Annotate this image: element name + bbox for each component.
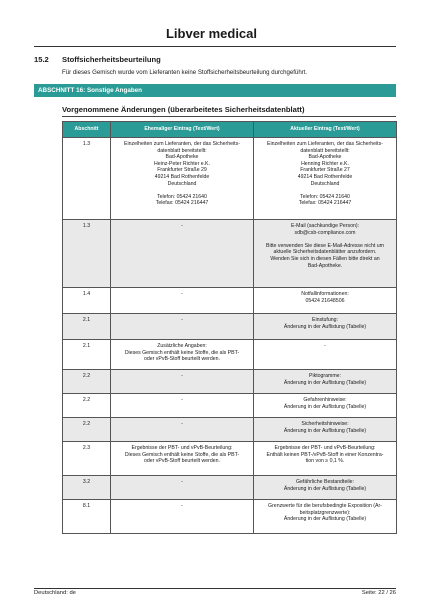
table-row [63,500,397,534]
section-number: 15.2 [34,55,49,64]
cell-line: Wenden Sie sich in diesen Fällen bitte direkt an [270,255,380,262]
cell-line: 05424 21648506 [305,297,345,304]
table-row [63,370,397,394]
cell-new-entry [254,340,397,370]
cell-line: Piktogramme: [309,373,341,379]
cell-line: tion von ≥ 0,1 %. [305,458,345,465]
table-row [63,418,397,442]
cell-line: Bad-Apotheke [308,154,342,161]
cell-line: beitsplatzgrenzwerte): [299,509,351,516]
cell-line: datenblatt bereitstellt: [157,147,207,154]
cell-line: Enthält keinen PBT-/vPvB-Stoff in einer Konzentra- [266,451,384,458]
cell-new-entry [254,220,397,288]
cell-old-entry [111,340,254,370]
table-row [63,476,397,500]
line-spacer [257,236,393,243]
section-title: Stoffsicherheitsbeurteilung [62,55,161,64]
changes-heading-divider [62,116,396,117]
line-spacer [257,187,393,194]
cell-line: - [181,373,183,379]
cell-line: - [181,421,183,427]
table-row [63,138,397,220]
cell-line: Telefon: 05424 21640 [157,193,207,200]
cell-line: - [181,317,183,323]
cell-new-entry [254,418,397,442]
cell-old-entry [111,220,254,288]
cell-line: Änderung in der Auflistung (Tabelle) [283,516,367,523]
cell-line: Gefährliche Bestandteile: [296,479,354,485]
cell-line: Grenzwerte für die berufsbedingte Exposition (Ar- [268,503,382,509]
cell-new-entry [254,394,397,418]
table-row [63,288,397,314]
changes-table-body [63,138,397,534]
cell-new-entry [254,370,397,394]
cell-line: - [181,397,183,403]
table-row [63,442,397,476]
cell-line: Deutschland [310,180,340,187]
document-title: Libver medical [165,26,258,41]
title-divider [34,46,396,47]
cell-line: Deutschland [167,180,197,187]
cell-line: Einstufung: [312,317,338,323]
cell-line: oder vPvB-Stoff beurteilt werden. [143,356,221,363]
cell-old-entry [111,418,254,442]
cell-line: E-Mail (sachkundige Person): [290,223,360,229]
cell-old-entry [111,288,254,314]
cell-line: Änderung in der Auflistung (Tabelle) [283,427,367,434]
cell-line: Änderung in der Auflistung (Tabelle) [283,379,367,386]
table-row [63,314,397,340]
cell-line: Einzelheiten zum Lieferanten, der das Sicherheits- [124,141,240,147]
changes-table [62,121,397,534]
cell-line: Bad-Apotheke [165,154,199,161]
cell-line: Sicherheitshinweise: [301,421,349,427]
cell-line: - [181,291,183,297]
cell-old-entry [111,314,254,340]
cell-line: - [324,343,326,349]
section-banner: ABSCHNITT 16: Sonstige Angaben [34,84,396,97]
table-row [63,340,397,370]
cell-old-entry [111,394,254,418]
cell-new-entry [254,138,397,220]
cell-old-entry [111,476,254,500]
cell-line: Einzelheiten zum Lieferanten, der das Sicherheits- [267,141,383,147]
header-new-entry: Aktueller Eintrag (Text/Wert) [254,122,397,138]
cell-section: 2.1 [63,314,111,340]
cell-section: 3.2 [63,476,111,500]
cell-line: Änderung in der Auflistung (Tabelle) [283,485,367,492]
cell-line: Dieses Gemisch enthält keine Stoffe, die als PBT- [124,349,240,356]
cell-line: Bitte verwenden Sie diese E-Mail-Adresse nicht um [266,242,384,249]
cell-line: Bad-Apotheke. [307,262,343,269]
cell-line: Zusätzliche Angaben: [157,343,207,349]
cell-line: Frankfurter Straße 29 [157,167,207,174]
cell-line: Änderung in der Auflistung (Tabelle) [283,323,367,330]
cell-line: Änderung in der Auflistung (Tabelle) [283,403,367,410]
table-row [63,220,397,288]
cell-line: Dieses Gemisch enthält keine Stoffe, die als PBT- [124,451,240,458]
cell-line: aktuelle Sicherheitsdatenblätter anzufordern. [273,249,377,256]
header-section: Abschnitt [63,122,111,138]
cell-line: Henning Richter e.K. [301,160,349,167]
cell-line: Telefax: 05424 216447 [155,200,209,207]
cell-new-entry [254,476,397,500]
header-old-entry: Ehemaliger Eintrag (Text/Wert) [111,122,254,138]
footer-country: Deutschland: de [34,590,76,596]
cell-section: 1.3 [63,138,111,220]
cell-section: 1.3 [63,220,111,288]
footer-page-number: Seite: 22 / 26 [361,590,396,596]
cell-line: Telefon: 05424 21640 [300,193,350,200]
table-header-row [63,122,397,138]
cell-section: 2.2 [63,394,111,418]
cell-new-entry [254,314,397,340]
cell-section: 2.3 [63,442,111,476]
cell-new-entry [254,500,397,534]
cell-line: 49214 Bad Rothenfelde [154,173,210,180]
cell-line: oder vPvB-Stoff beurteilt werden. [143,458,221,465]
cell-line: Heinz-Peter Richter e.K. [154,160,210,167]
cell-line: Ergebnisse der PBT- und vPvB-Beurteilung: [274,445,376,451]
cell-line: Frankfurter Straße 27 [300,167,350,174]
line-spacer [114,187,250,194]
cell-section: 2.2 [63,370,111,394]
cell-line: Gefahrenhinweise: [303,397,347,403]
cell-line: Ergebnisse der PBT- und vPvB-Beurteilung: [131,445,233,451]
cell-old-entry [111,500,254,534]
cell-section: 2.2 [63,418,111,442]
section-text: Für dieses Gemisch wurde vom Lieferanten keine Stoffsicherheitsbeurteilung durchgeführt. [62,69,308,76]
cell-section: 1.4 [63,288,111,314]
footer-divider [34,588,396,589]
changes-heading: Vorgenommene Änderungen (überarbeitetes Sicherheitsdatenblatt) [62,105,305,114]
cell-line: - [181,479,183,485]
cell-line: Telefax: 05424 216447 [298,200,352,207]
cell-section: 2.1 [63,340,111,370]
cell-section: 8.1 [63,500,111,534]
cell-old-entry [111,370,254,394]
table-row [63,394,397,418]
cell-line: - [181,223,183,229]
cell-line: - [181,503,183,509]
cell-new-entry [254,442,397,476]
cell-old-entry [111,442,254,476]
cell-line: sdb@csb-compliance.com [294,229,356,236]
cell-line: datenblatt bereitstellt: [300,147,350,154]
cell-line: 49214 Bad Rothenfelde [297,173,353,180]
cell-line: Notfallinformationen: [301,291,349,297]
cell-new-entry [254,288,397,314]
cell-old-entry [111,138,254,220]
